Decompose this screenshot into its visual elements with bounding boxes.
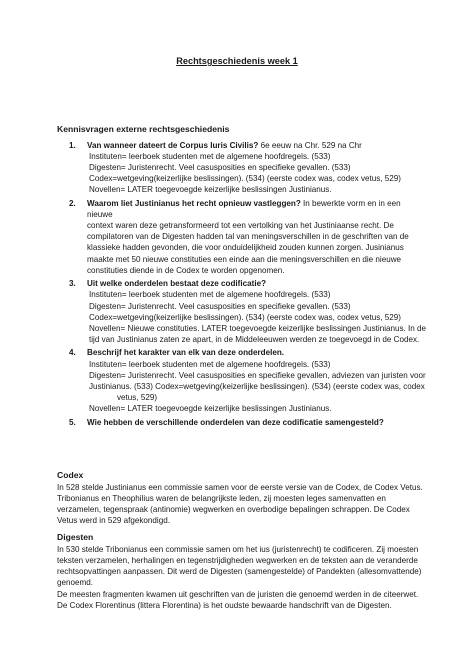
paragraph-line: verzamelen, tegenspraak (antinomie) wegwerken en overbodige bepalingen schrappen. De Codex <box>57 505 410 515</box>
paragraph-line: De meesten fragmenten kwamen uit geschriften van de juristen die genoemd werden in de citeerwet. <box>57 589 419 599</box>
question-heading: Beschrijf het karakter van elk van deze onderdelen. <box>87 348 285 358</box>
codex-section <box>57 470 427 527</box>
paragraph-line: In 528 stelde Justinianus een commissie samen voor de eerste versie van de Codex, de Codex Vetus. <box>57 482 423 492</box>
paragraph-line: genoemd. <box>57 578 93 588</box>
answer-line: Instituten= leerboek studenten met de algemene hoofdregels. (533) <box>89 290 331 300</box>
paragraph-line: In 530 stelde Tribonianus een commissie samen om het ius (juristenrecht) te codificeren. Zij moesten <box>57 544 419 554</box>
answer-line: Digesten= Juristenrecht. Veel casusposities en specifieke gevallen, adviezen van juristen voor <box>89 370 426 380</box>
question-heading: Wie hebben de verschillende onderdelen van deze codificatie samengesteld? <box>87 417 384 427</box>
answer-line: Digesten= Juristenrecht. Veel casusposities en specifieke gevallen. (533) <box>89 301 351 311</box>
paragraph-line: rechtsopvattingen aanpassen. Dit werd de Digesten (samengestelde) of Pandekten (allesomvattende) <box>57 567 422 577</box>
answer-line: compilatoren van de Digesten hadden tal van meningsverschillen in de geschriften van de <box>87 232 409 242</box>
answer-line: Novellen= LATER toegevoegde keizerlijke beslissingen Justinianus. <box>89 403 332 413</box>
paragraph-line: Tribonianus en Theophilius waren de belangrijkste leden, zij moesten leges samenvatten en <box>57 493 386 503</box>
question-heading-line <box>87 198 427 220</box>
answer-line: constituties diende in de Codex te worden opgenomen. <box>87 265 285 275</box>
digesten-heading: Digesten <box>57 532 94 542</box>
answer-line: context waren deze getransformeerd tot een vertolking van het Justiniaanse recht. De <box>87 221 394 231</box>
question-heading: Waarom liet Justinianus het recht opnieuw vastleggen? <box>87 199 301 209</box>
question-heading: Uit welke onderdelen bestaat deze codificatie? <box>87 279 267 289</box>
answer-line: maakte met 50 nieuwe constituties een einde aan die meningsverschillen en die nieuwe <box>87 254 402 264</box>
answer-line: Novellen= LATER toegevoegde keizerlijke beslissingen Justinianus. <box>89 185 332 195</box>
question-number: 4. <box>69 348 76 358</box>
answer-line: Justinianus. (533) Codex=wetgeving(keizerlijke beslissingen). (534) (eerste codex was, codex <box>89 381 425 391</box>
answer-line: Codex=wetgeving(keizerlijke beslissingen). (534) (eerste codex was, codex vetus, 529) <box>89 312 401 322</box>
question-item <box>57 417 427 428</box>
question-heading: Van wanneer dateert de Corpus Iuris Civilis? <box>87 141 259 150</box>
answer-line: klassieke hadden gevonden, die voor onduidelijkheid zouden kunnen zorgen. Jusinianus <box>87 243 404 253</box>
question-heading-rest: 6e eeuw na Chr. 529 na Chr <box>258 141 362 150</box>
question-number: 2. <box>69 199 76 209</box>
answer-line: Novellen= Nieuwe constituties. LATER toegevoegde keizerlijke beslissingen Justinianus. In de <box>89 323 427 333</box>
paragraph-line: teksten verzamelen, herhalingen en tegenstrijdigheden wegwerken en de teksten aan de veranderde <box>57 555 418 565</box>
answer-line: Digesten= Juristenrecht. Veel casusposities en specifieke gevallen. (533) <box>89 163 351 173</box>
question-heading-line <box>87 140 427 151</box>
answer-line: tijd van Justinianus zaten ze apart, in de Middeleeuwen werden ze toegevoegd in de Codex. <box>89 334 420 344</box>
digesten-section <box>57 532 427 611</box>
section-heading: Kennisvragen externe rechtsgeschiedenis <box>57 124 230 134</box>
answer-line: Instituten= leerboek studenten met de algemene hoofdregels. (533) <box>89 152 331 162</box>
question-number: 5. <box>69 417 76 427</box>
question-number: 3. <box>69 279 76 289</box>
codex-heading: Codex <box>57 470 84 480</box>
document-title: Rechtsgeschiedenis week 1 <box>176 56 298 66</box>
paragraph-line: De Codex Florentinus (littera Florentina) is het oudste bewaarde handschrift van de Digesten. <box>57 600 392 610</box>
answer-line: Codex=wetgeving(keizerlijke beslissingen). (534) (eerste codex was, codex vetus, 529) <box>89 174 401 184</box>
question-item <box>57 198 427 276</box>
question-list <box>57 140 427 430</box>
question-item <box>57 140 427 195</box>
paragraph-line: Vetus werd in 529 afgekondigd. <box>57 516 170 526</box>
answer-line: Instituten= leerboek studenten met de algemene hoofdregels. (533) <box>89 359 331 369</box>
answer-line: vetus, 529) <box>117 392 158 402</box>
question-item <box>57 347 427 414</box>
question-number: 1. <box>69 141 76 150</box>
question-heading-rest: In bewerkte vorm en in een nieuwe <box>87 199 401 220</box>
question-item <box>57 278 427 345</box>
